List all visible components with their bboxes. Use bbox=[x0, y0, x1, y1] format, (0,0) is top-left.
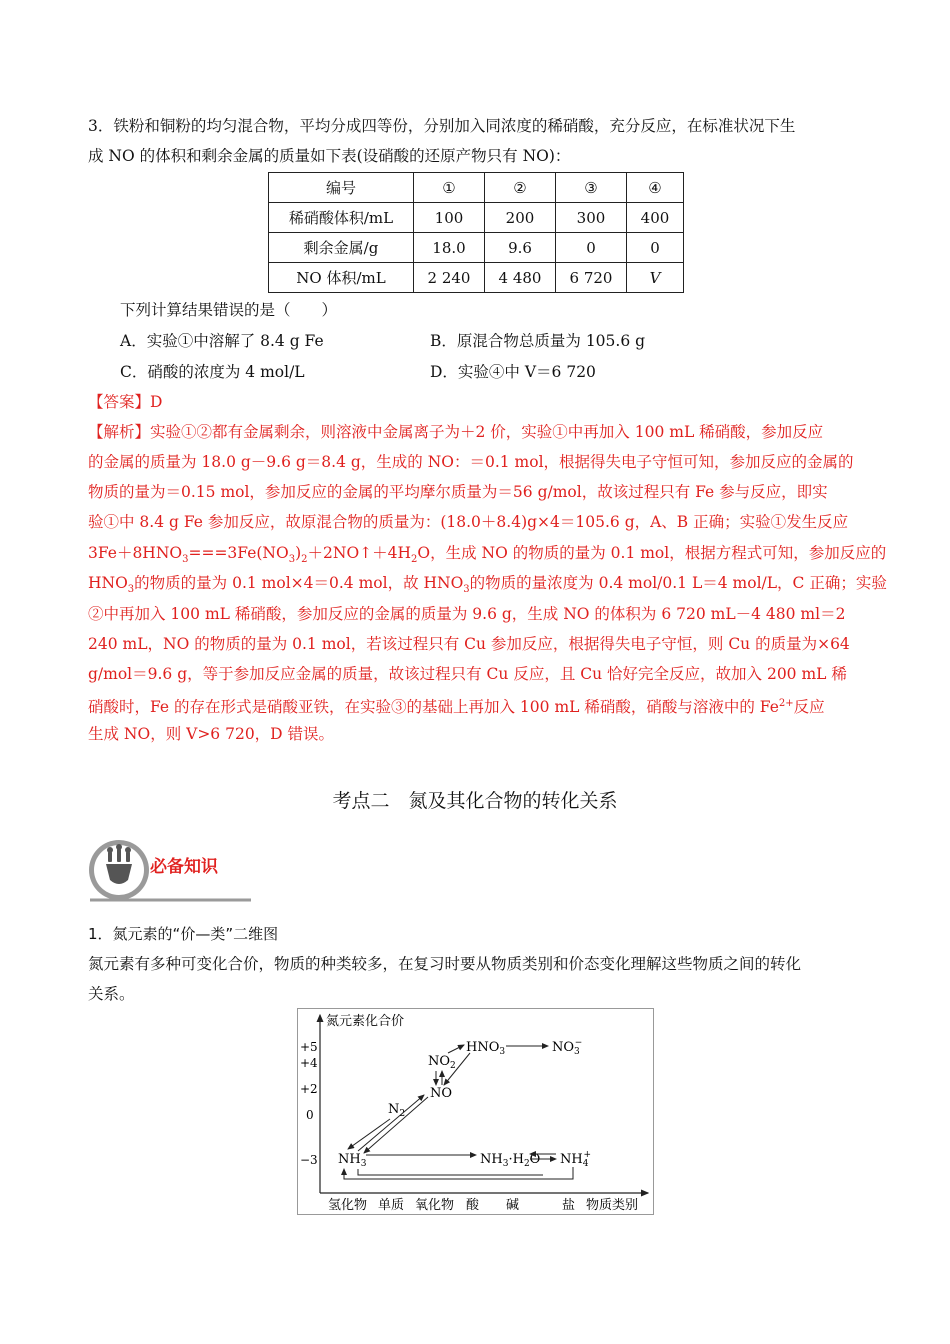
diagram-canvas bbox=[298, 1009, 653, 1214]
text-part: 的物质的量浓度为 0.4 mol/0.1 L＝4 mol/L，C 正确；实验 bbox=[469, 574, 887, 592]
answer-value: D bbox=[150, 393, 163, 411]
table-header-cell: ② bbox=[485, 173, 556, 203]
subscript: 3 bbox=[463, 584, 470, 596]
badge-title: 必备知识 bbox=[150, 857, 218, 877]
analysis-text: 实验①②都有金属剩余，则溶液中金属离子为＋2 价，实验①中再加入 100 mL 稀硝酸，参加反应 bbox=[150, 423, 824, 441]
knowledge-paragraph-line-1: 氮元素有多种可变化合价，物质的种类较多，在复习时要从物质类别和价态变化理解这些物质之间的转化 bbox=[88, 955, 802, 973]
analysis-line-11: 生成 NO，则 V>6 720，D 错误。 bbox=[88, 725, 335, 743]
answer-line bbox=[88, 392, 162, 412]
table-cell: 18.0 bbox=[414, 233, 485, 263]
subscript: 3 bbox=[288, 554, 296, 566]
table-cell: NO 体积/mL bbox=[269, 263, 414, 293]
subscript: 2 bbox=[301, 554, 308, 566]
species-nh3-h2o: $NH_3\cdot H_2O$ bbox=[480, 1152, 541, 1169]
y-tick-label: +2 bbox=[300, 1082, 318, 1096]
x-category-label: 盐 bbox=[562, 1198, 576, 1213]
table-cell: 0 bbox=[556, 233, 627, 263]
table-header-cell: 编号 bbox=[269, 173, 414, 203]
arrow-n2-to-nh3 bbox=[348, 1119, 390, 1149]
equation-part: O，生成 NO 的物质的量为 0.1 mol，根据方程式可知，参加反应的 bbox=[417, 544, 887, 562]
species-n2: $N_2$ bbox=[388, 1102, 406, 1119]
analysis-line-9: g/mol＝9.6 g，等于参加反应金属的质量，故该过程只有 Cu 反应，且 Cu 恰好完全反应，故加入 200 mL 稀 bbox=[88, 665, 847, 683]
analysis-line-10 bbox=[88, 694, 825, 717]
arrow-nh4-to-nh3 bbox=[344, 1167, 573, 1179]
option-b: B．原混合物总质量为 105.6 g bbox=[430, 332, 646, 350]
question-line-2: 成 NO 的体积和剩余金属的质量如下表(设硝酸的还原产物只有 NO)： bbox=[88, 147, 571, 165]
y-tick-label: −3 bbox=[300, 1153, 318, 1167]
x-category-label: 氧化物 bbox=[415, 1198, 455, 1213]
table-cell: 9.6 bbox=[485, 233, 556, 263]
option-d: D．实验④中 V＝6 720 bbox=[430, 363, 596, 381]
table-row bbox=[269, 233, 684, 263]
superscript: 2+ bbox=[778, 698, 794, 709]
equation-part: ===3Fe(NO bbox=[188, 544, 289, 562]
data-table bbox=[268, 172, 684, 293]
analysis-line-3: 物质的量为＝0.15 mol，参加反应的金属的平均摩尔质量为＝56 g/mol，故该过程只有 Fe 参与反应，即实 bbox=[88, 483, 828, 501]
species-nh4-ion: $NH_4+$ bbox=[560, 1150, 591, 1169]
table-cell: V bbox=[627, 263, 684, 293]
species-no3-ion: $NO_3-$ bbox=[552, 1038, 583, 1057]
knowledge-paragraph-line-2: 关系。 bbox=[88, 985, 135, 1003]
text-part: 硝酸时，Fe 的存在形式是硝酸亚铁，在实验③的基础上再加入 100 mL 稀硝酸，硝酸与溶液中的 Fe bbox=[88, 698, 779, 717]
analysis-line-1 bbox=[88, 422, 823, 442]
table-cell: 6 720 bbox=[556, 263, 627, 293]
table-cell: 100 bbox=[414, 203, 485, 233]
subscript: 3 bbox=[127, 584, 135, 596]
table-cell: 剩余金属/g bbox=[269, 233, 414, 263]
table-cell: 2 240 bbox=[414, 263, 485, 293]
question-prompt: 下列计算结果错误的是（ ） bbox=[120, 301, 338, 319]
table-header-cell: ③ bbox=[556, 173, 627, 203]
y-tick-label: +4 bbox=[300, 1056, 318, 1070]
equation-part: 3Fe＋8HNO bbox=[88, 544, 183, 562]
table-cell: 稀硝酸体积/mL bbox=[269, 203, 414, 233]
table-row bbox=[269, 203, 684, 233]
species-no2: $NO_2$ bbox=[428, 1054, 456, 1071]
table-header-row bbox=[269, 173, 684, 203]
subscript: 2 bbox=[411, 554, 418, 566]
award-icon bbox=[106, 844, 132, 884]
question-line-1: 3．铁粉和铜粉的均匀混合物，平均分成四等份，分别加入同浓度的稀硝酸，充分反应，在标准状况下生 bbox=[88, 117, 796, 135]
equation-part: ) bbox=[295, 544, 302, 562]
analysis-line-5 bbox=[88, 543, 886, 570]
table-row bbox=[269, 263, 684, 293]
x-category-label: 碱 bbox=[506, 1198, 520, 1213]
analysis-line-2: 的金属的质量为 18.0 g－9.6 g＝8.4 g，生成的 NO：＝0.1 mol，根据得失电子守恒可知，参加反应的金属的 bbox=[88, 453, 854, 471]
analysis-line-6 bbox=[88, 573, 887, 600]
analysis-label: 【解析】 bbox=[88, 423, 151, 441]
analysis-line-4: 验①中 8.4 g Fe 参加反应，故原混合物的质量为：(18.0＋8.4)g×4＝105.6 g，A、B 正确；实验①发生反应 bbox=[88, 513, 849, 531]
x-category-label: 酸 bbox=[466, 1198, 480, 1213]
table-header-cell: ④ bbox=[627, 173, 684, 203]
arrow-no2-to-hno3 bbox=[448, 1045, 464, 1053]
y-axis-title: 氮元素化合价 bbox=[326, 1014, 405, 1029]
analysis-line-7: ②中再加入 100 mL 稀硝酸，参加反应的金属的质量为 9.6 g，生成 NO 的体积为 6 720 mL－4 480 ml＝2 bbox=[88, 605, 846, 623]
y-tick-label: 0 bbox=[306, 1108, 314, 1122]
text-part: 反应 bbox=[793, 698, 825, 717]
x-category-label: 单质 bbox=[378, 1198, 405, 1213]
text-part: HNO bbox=[88, 574, 128, 592]
species-nh3: $NH_3$ bbox=[338, 1152, 367, 1169]
table-cell: 300 bbox=[556, 203, 627, 233]
table-cell: 0 bbox=[627, 233, 684, 263]
option-a: A．实验①中溶解了 8.4 g Fe bbox=[120, 332, 324, 350]
knowledge-heading: 1．氮元素的“价—类”二维图 bbox=[88, 925, 279, 943]
table-cell: 4 480 bbox=[485, 263, 556, 293]
analysis-line-8: 240 mL，NO 的物质的量为 0.1 mol，若该过程只有 Cu 参加反应，根据得失电子守恒，则 Cu 的质量为×64 bbox=[88, 635, 850, 653]
species-hno3: $HNO_3$ bbox=[466, 1040, 506, 1057]
y-tick-label: +5 bbox=[300, 1040, 318, 1054]
text-part: 的物质的量为 0.1 mol×4＝0.4 mol，故 HNO bbox=[134, 574, 464, 592]
section-title: 考点二 氮及其化合物的转化关系 bbox=[332, 790, 618, 812]
table-header-cell: ① bbox=[414, 173, 485, 203]
x-axis-title: 物质类别 bbox=[586, 1198, 639, 1213]
valence-class-diagram bbox=[297, 1008, 654, 1215]
arrow-nh3-to-salt-path bbox=[358, 1169, 543, 1175]
x-category-label: 氢化物 bbox=[328, 1198, 368, 1213]
option-c: C．硝酸的浓度为 4 mol/L bbox=[120, 363, 305, 381]
answer-label: 【答案】 bbox=[88, 393, 151, 411]
table-cell: 400 bbox=[627, 203, 684, 233]
subscript: 3 bbox=[182, 554, 189, 566]
equation-part: ＋2NO↑＋4H bbox=[307, 544, 412, 562]
table-cell: 200 bbox=[485, 203, 556, 233]
species-no: NO bbox=[430, 1086, 453, 1101]
